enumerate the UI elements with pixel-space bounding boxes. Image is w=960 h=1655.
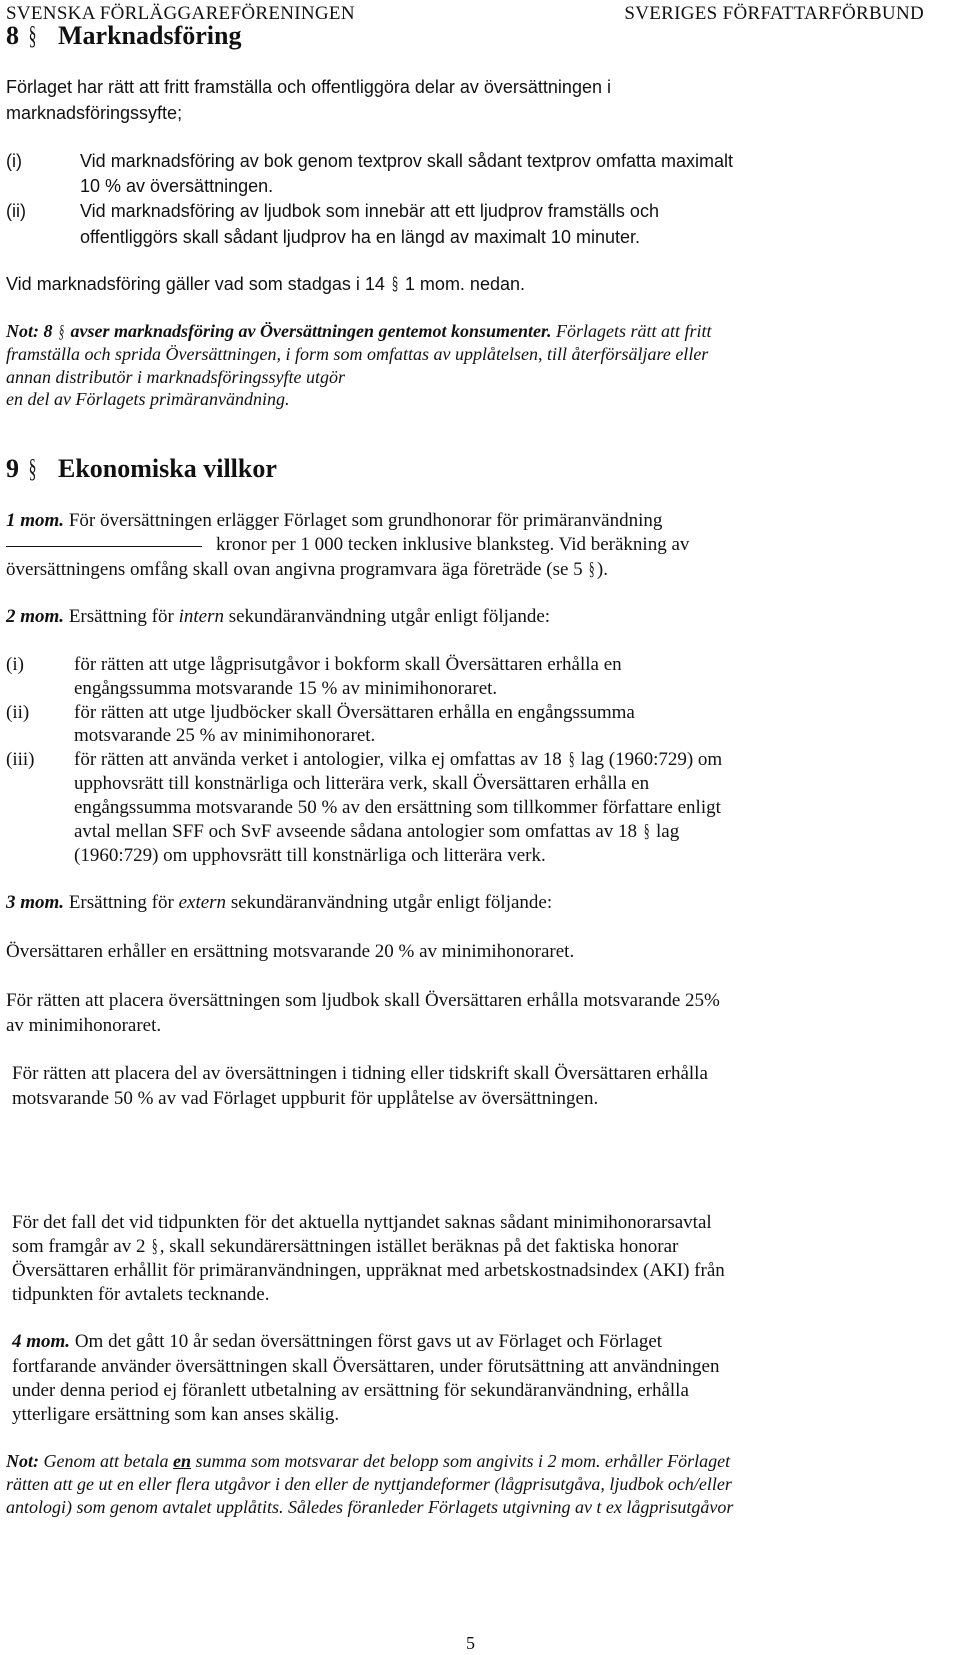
section-title: Ekonomiska villkor bbox=[58, 454, 277, 483]
item-label: (iii) bbox=[6, 749, 35, 770]
mom-label: 3 mom. bbox=[6, 892, 65, 913]
mom-text: ). bbox=[596, 559, 608, 580]
mom4-line: fortfarande använder översättningen skall Översättaren, under förutsättning att användningen bbox=[12, 1356, 720, 1377]
section-number: 9 bbox=[6, 454, 19, 483]
paragraph-text: , skall sekundärersättningen istället beräknas på det faktiska honorar bbox=[159, 1236, 679, 1257]
mom-label: 1 mom. bbox=[6, 510, 65, 531]
note-text: Genom att betala bbox=[43, 1451, 169, 1471]
mom-text: kronor per 1 000 tecken inklusive blanksteg. Vid beräkning av bbox=[216, 534, 690, 555]
note-line-1 bbox=[6, 320, 712, 343]
note-text: summa som motsvarar det belopp som angivits i 2 mom. erhåller Förlaget bbox=[195, 1451, 731, 1471]
item-text: för rätten att utge lågprisutgåvor i bokform skall Översättaren erhålla en bbox=[74, 654, 622, 675]
item-text: Vid marknadsföring av bok genom textprov skall sådant textprov omfatta maximalt bbox=[80, 151, 733, 171]
reference-line bbox=[6, 273, 525, 296]
mom3-paragraph-2: av minimihonoraret. bbox=[6, 1015, 162, 1036]
header-right: SVERIGES FÖRFATTARFÖRBUND bbox=[624, 3, 924, 24]
item-text: offentliggörs skall sådant ljudprov ha en längd av maximalt 10 minuter. bbox=[80, 227, 640, 247]
section-sign: § bbox=[589, 559, 596, 580]
mom3-paragraph-4: För det fall det vid tidpunkten för det aktuella nyttjandet saknas sådant minimihonorarsavtal bbox=[12, 1212, 712, 1233]
item-text: upphovsrätt till konstnärliga och litterära verk, skall Översättaren erhålla en bbox=[74, 773, 650, 794]
mom1-line-2 bbox=[6, 533, 689, 557]
mom-emphasis: intern bbox=[178, 606, 224, 627]
note-line-3: annan distributör i marknadsföringssyfte utgör bbox=[6, 367, 346, 387]
item-text: (1960:729) om upphovsrätt till konstnärliga och litterära verk. bbox=[74, 845, 546, 866]
mom2-intro bbox=[6, 605, 550, 629]
item-label: (i) bbox=[6, 654, 24, 675]
mom1-line-1 bbox=[6, 509, 662, 533]
section-8-heading bbox=[6, 20, 241, 53]
mom3-paragraph-4: tidpunkten för avtalets tecknande. bbox=[12, 1284, 270, 1305]
mom-text: sekundäranvändning utgår enligt följande: bbox=[230, 892, 553, 913]
note-label: Not: 8 bbox=[6, 321, 53, 341]
header-left: SVENSKA FÖRLÄGGAREFÖRENINGEN bbox=[6, 3, 355, 24]
intro-line-1: Förlaget har rätt att fritt framställa och offentliggöra delar av översättningen i bbox=[6, 77, 611, 97]
mom-text: sekundäranvändning utgår enligt följande: bbox=[228, 606, 551, 627]
mom3-paragraph-1: Översättaren erhåller en ersättning motsvarande 20 % av minimihonoraret. bbox=[6, 941, 575, 962]
mom3-paragraph-4 bbox=[12, 1235, 678, 1259]
item-text-part: avtal mellan SFF och SvF avseende sådana antologier som omfattas av 18 bbox=[74, 821, 638, 842]
mom-label: 2 mom. bbox=[6, 606, 65, 627]
item-label: (ii) bbox=[6, 201, 26, 221]
mom4-line-1 bbox=[12, 1330, 662, 1354]
mom3-paragraph-3: För rätten att placera del av översättningen i tidning eller tidskrift skall Översättaren erhålla bbox=[12, 1063, 708, 1084]
mom4-line: ytterligare ersättning som kan anses skälig. bbox=[12, 1404, 340, 1425]
note-label: Not: bbox=[6, 1451, 39, 1471]
amount-blank bbox=[6, 546, 202, 547]
item-text bbox=[74, 820, 679, 844]
item-text: för rätten att utge ljudböcker skall Översättaren erhålla en engångssumma bbox=[74, 702, 635, 723]
section-number: 8 bbox=[6, 21, 19, 50]
item-text-part: lag bbox=[656, 821, 680, 842]
mom3-paragraph-4: Översättaren erhållit för primäranvändningen, uppräknat med arbetskostnadsindex (AKI) från bbox=[12, 1260, 725, 1281]
note-line-1 bbox=[6, 1450, 730, 1473]
mom-label: 4 mom. bbox=[12, 1331, 71, 1352]
mom-text: Ersättning för bbox=[68, 606, 174, 627]
page-number: 5 bbox=[466, 1633, 475, 1653]
note-line-2: framställa och sprida Översättningen, i form som omfattas av upplåtelsen, till återförsäljare eller bbox=[6, 344, 709, 364]
item-label: (ii) bbox=[6, 702, 30, 723]
mom-text: Ersättning för bbox=[68, 892, 174, 913]
note-underlined: en bbox=[172, 1451, 191, 1471]
mom-text: Om det gått 10 år sedan översättningen först gavs ut av Förlaget och Förlaget bbox=[74, 1331, 663, 1352]
mom1-line-3 bbox=[6, 558, 608, 582]
intro-line-2: marknadsföringssyfte; bbox=[6, 103, 183, 123]
note-bold-text: avser marknadsföring av Översättningen gentemot konsumenter. bbox=[70, 321, 552, 341]
mom3-intro bbox=[6, 891, 552, 915]
note-line-3: antologi) som genom avtalet upplåtits. Således föranleder Förlagets utgivning av t ex lågprisutgåvor bbox=[6, 1497, 734, 1517]
item-text: Vid marknadsföring av ljudbok som innebär att ett ljudprov framställs och bbox=[80, 201, 659, 221]
section-title: Marknadsföring bbox=[58, 21, 242, 50]
note-line-2: rätten att ge ut en eller flera utgåvor i den eller de nyttjandeformer (lågprisutgåva, ljudbok och/eller bbox=[6, 1474, 732, 1494]
section-sign: § bbox=[152, 1236, 158, 1257]
ref-text: Vid marknadsföring gäller vad som stadgas i 14 bbox=[6, 274, 385, 294]
mom3-paragraph-3: motsvarande 50 % av vad Förlaget uppburit för upplåtelse av översättningen. bbox=[12, 1088, 599, 1109]
item-text: engångssumma motsvarande 15 % av minimihonoraret. bbox=[74, 678, 498, 699]
note-line-4: en del av Förlagets primäranvändning. bbox=[6, 389, 290, 409]
item-text: engångssumma motsvarande 50 % av den ersättning som tillkommer författare enligt bbox=[74, 797, 721, 818]
section-sign: § bbox=[28, 21, 36, 50]
section-sign: § bbox=[58, 321, 65, 341]
paragraph-text: som framgår av 2 bbox=[12, 1236, 146, 1257]
note-text: Förlagets rätt att fritt bbox=[556, 321, 712, 341]
mom4-line: under denna period ej föranlett utbetalning av ersättning för sekundäranvändning, erhålla bbox=[12, 1380, 689, 1401]
section-sign: § bbox=[568, 749, 575, 770]
ref-text: 1 mom. nedan. bbox=[404, 274, 525, 294]
item-label: (i) bbox=[6, 151, 22, 171]
section-9-heading bbox=[6, 453, 277, 486]
item-text-part: för rätten att använda verket i antologier, vilka ej omfattas av 18 bbox=[74, 749, 562, 770]
item-text bbox=[74, 748, 722, 772]
section-sign: § bbox=[391, 274, 398, 294]
section-sign: § bbox=[28, 454, 36, 483]
mom-text: För översättningen erlägger Förlaget som grundhonorar för primäranvändning bbox=[68, 510, 663, 531]
mom-emphasis: extern bbox=[178, 892, 227, 913]
section-sign: § bbox=[643, 821, 650, 842]
item-text: motsvarande 25 % av minimihonoraret. bbox=[74, 725, 376, 746]
mom-text: översättningens omfång skall ovan angivna programvara äga företräde (se 5 bbox=[6, 559, 583, 580]
item-text-part: lag (1960:729) om bbox=[580, 749, 723, 770]
mom3-paragraph-2: För rätten att placera översättningen som ljudbok skall Översättaren erhålla motsvarande 25% bbox=[6, 990, 720, 1011]
item-text: 10 % av översättningen. bbox=[80, 176, 274, 196]
